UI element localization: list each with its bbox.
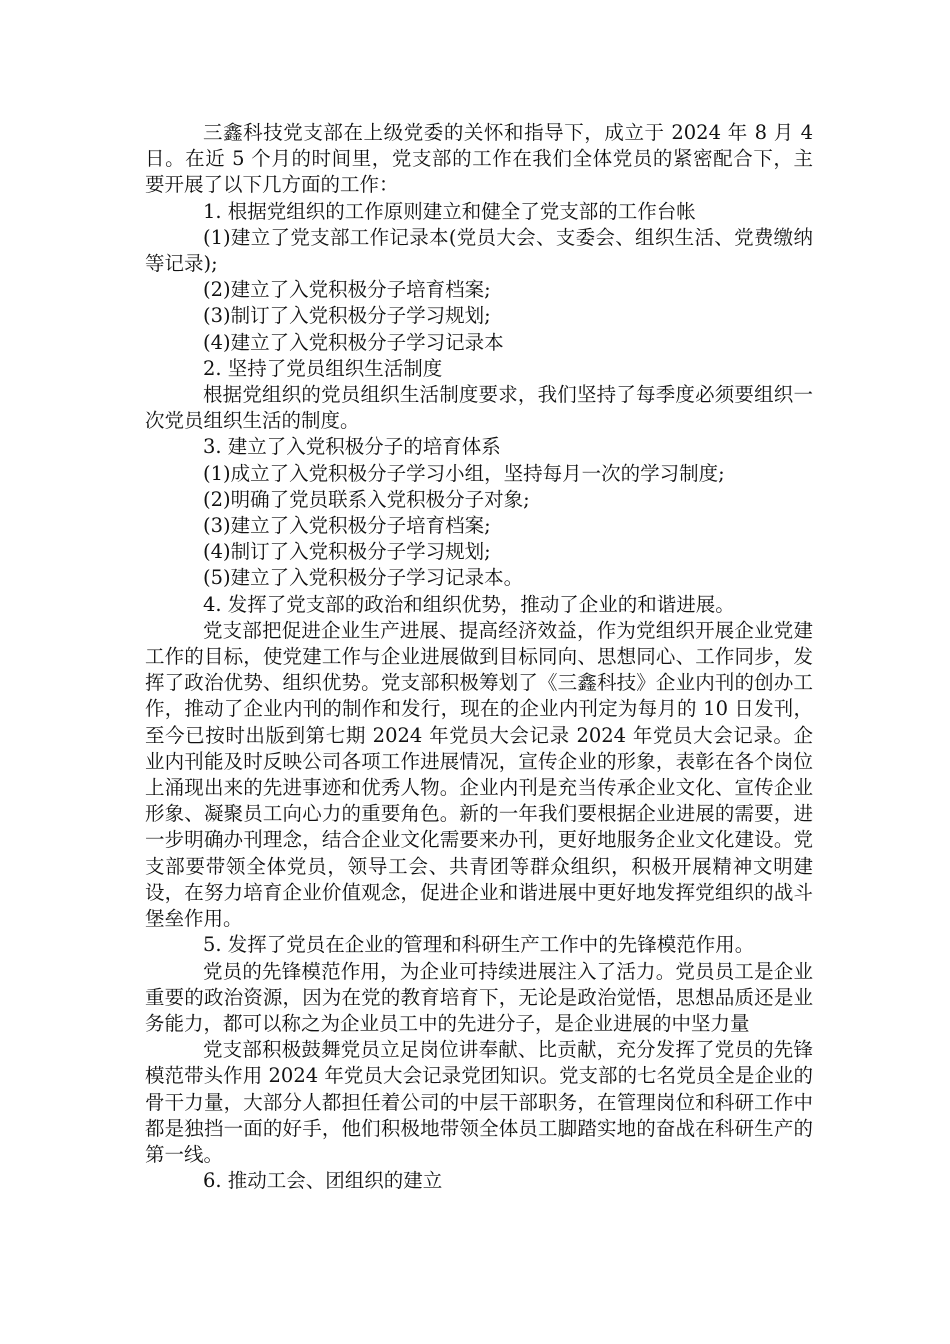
- document-body: [145, 120, 813, 1194]
- paragraph: (1)建立了党支部工作记录本(党员大会、支委会、组织生活、党费缴纳等记录);: [145, 225, 813, 276]
- list-item: (2)明确了党员联系入党积极分子对象;: [203, 487, 530, 511]
- paragraph: 3. 建立了入党积极分子的培育体系: [203, 435, 501, 459]
- paragraph: 党支部积极鼓舞党员立足岗位讲奉献、比贡献，充分发挥了党员的先锋模范带头作用 2024 年党员大会记录党团知识。党支部的七名党员全是企业的骨干力量，大部分人都担任着公司的中层干部职务，在管理岗位和科研工作中都是独挡一面的好手，他们积极地带领全体员工脚踏实地的奋战在科研生产的第一线。: [145, 1038, 813, 1166]
- paragraph: 2. 坚持了党员组织生活制度: [203, 356, 443, 380]
- paragraph: 党支部把促进企业生产进展、提高经济效益，作为党组织开展企业党建工作的目标，使党建工作与企业进展做到目标同向、思想同心、工作同步，发挥了政治优势、组织优势。党支部积极筹划了《三鑫科技》企业内刊的创办工作，推动了企业内刊的制作和发行，现在的企业内刊定为每月的 10 日发刊，至今已按时出版到第七期 2024 年党员大会记录 2024 年党员大会记录。企业内刊能及时反映公司各项工作进展情况，宣传企业的形象，表彰在各个岗位上涌现出来的先进事迹和优秀人物。企业内刊是充当传承企业文化、宣传企业形象、凝聚员工向心力的重要角色。新的一年我们要根据企业进展的需要，进一步明确办刊理念，结合企业文化需要来办刊，更好地服务企业文化建设。党支部要带领全体党员，领导工会、共青团等群众组织，积极开展精神文明建设，在努力培育企业价值观念，促进企业和谐进展中更好地发挥党组织的战斗堡垒作用。: [145, 618, 813, 931]
- paragraph: 三鑫科技党支部在上级党委的关怀和指导下，成立于 2024 年 8 月 4 日。在近 5 个月的时间里，党支部的工作在我们全体党员的紧密配合下，主要开展了以下几方面的工作：: [145, 121, 813, 197]
- list-item: (4)建立了入党积极分子学习记录本: [203, 330, 504, 354]
- paragraph: 4. 发挥了党支部的政治和组织优势，推动了企业的和谐进展。: [203, 592, 735, 616]
- paragraph: 5. 发挥了党员在企业的管理和科研生产工作中的先锋模范作用。: [203, 933, 755, 957]
- list-item: (3)制订了入党积极分子学习规划;: [203, 304, 491, 328]
- list-item: (5)建立了入党积极分子学习记录本。: [203, 566, 524, 590]
- list-item: (2)建立了入党积极分子培育档案;: [203, 278, 491, 302]
- paragraph: 根据党组织的党员组织生活制度要求，我们坚持了每季度必须要组织一次党员组织生活的制度。: [145, 383, 813, 433]
- list-item: (1)成立了入党积极分子学习小组，坚持每月一次的学习制度;: [203, 461, 725, 485]
- paragraph: 6. 推动工会、团组织的建立: [203, 1169, 443, 1193]
- list-item: (4)制订了入党积极分子学习规划;: [203, 540, 491, 564]
- paragraph: 党员的先锋模范作用，为企业可持续进展注入了活力。党员员工是企业重要的政治资源，因为在党的教育培育下，无论是政治觉悟，思想品质还是业务能力，都可以称之为企业员工中的先进分子，是企业进展的中坚力量: [145, 959, 813, 1035]
- list-item: (3)建立了入党积极分子培育档案;: [203, 514, 491, 538]
- paragraph: 1. 根据党组织的工作原则建立和健全了党支部的工作台帐: [203, 199, 696, 223]
